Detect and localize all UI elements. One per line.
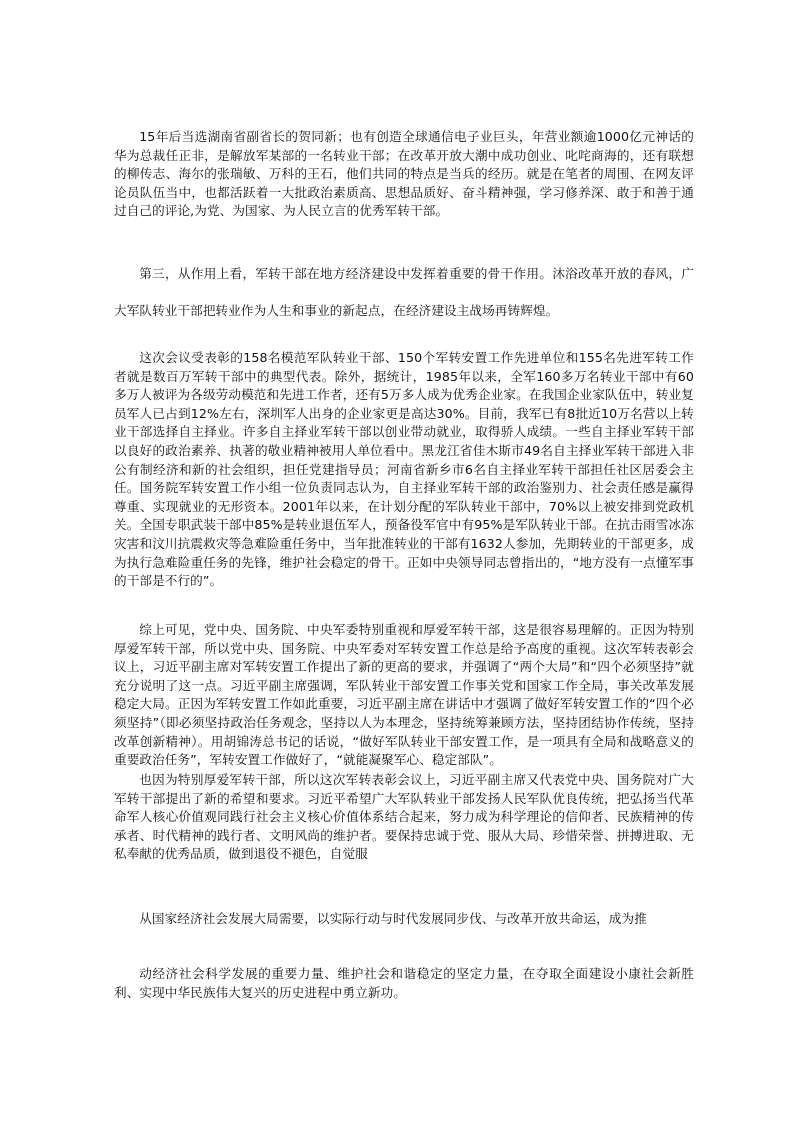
paragraph-commendation-statistics: 这次会议受表彰的158名模范军队转业干部、150个军转安置工作先进单位和155名先进军转工作者就是数百万军转干部中的典型代表。除外，据统计，1985年以来，全军160多万名转业干部中有60多万人被评为各级劳动模范和先进工作者，还有5万多人成为优秀企业家。在我国企业家队伍中，转业复员军人已占到12%左右，深圳军人出身的企业家更是高达30%。目前，我军已有8批近10万名营以上转业干部选择自主择业。许多自主择业军转干部以创业带动就业，取得骄人成绩。一些自主择业军转干部以良好的政治素养、执著的敬业精神被用人单位看中。黑龙江省佳木斯市49名自主择业军转干部进入非公有制经济和新的社会组织，担任党建指导员；河南省新乡市6名自主择业军转干部担任社区居委会主任。国务院军转安置工作小组一位负责同志认为，自主择业军转干部的政治鉴别力、社会责任感是赢得尊重、实现就业的无形资本。2001年以来，在计划分配的军队转业干部中，70%以上被安排到党政机关。全国专职武装干部中85%是转业退伍军人，预备役军官中有95%是军队转业干部。在抗击雨雪冰冻灾害和汶川抗震救灾等急难险重任务中，当年批准转业的干部有1632人参加，先期转业的干部更多，成为执行急难险重任务的先锋，维护社会稳定的骨干。正如中央领导同志曾指出的，“地方没有一点懂军事的干部是不行的”。	[114, 350, 694, 589]
paragraph-national-development: 从国家经济社会发展大局需要，以实际行动与时代发展同步伐、与改革开放共命运，成为推	[139, 911, 647, 926]
paragraph-military-entrepreneurs: 15年后当选湖南省副省长的贺同新；也有创造全球通信电子业巨头，年营业额逾1000亿元神话的华为总裁任正非，是解放军某部的一名转业干部；在改革开放大潮中成功创业、叱咤商海的，还有联想的柳传志、海尔的张瑞敏、万科的王石，他们共同的特点是当兵的经历。就是在笔者的周围、在网友评论员队伍当中，也都活跃着一大批政治素质高、思想品质好、奋斗精神强，学习修养深、敢于和善于通过自己的评论,为党、为国家、为人民立言的优秀军转干部。	[114, 129, 694, 219]
paragraph-hopes-and-requirements: 也因为特别厚爱军转干部，所以这次军转表彰会议上，习近平副主席又代表党中央、国务院对广大军转干部提出了新的希望和要求。习近平希望广大军队转业干部发扬人民军队优良传统，把弘扬当代革命军人核心价值观同践行社会主义核心价值体系结合起来，努力成为科学理论的信仰者、民族精神的传承者、时代精神的践行者、文明风尚的维护者。要保持忠诚于党、服从大局、珍惜荣誉、拼搏进取、无私奉献的优秀品质，做到退役不褪色，自觉服	[114, 772, 694, 862]
paragraph-central-attention: 综上可见，党中央、国务院、中央军委特别重视和厚爱军转干部，这是很容易理解的。正因为特别厚爱军转干部，所以党中央、国务院、中央军委对军转安置工作总是给予高度的重视。这次军转表彰会议上，习近平副主席对军转安置工作提出了新的更高的要求，并强调了“两个大局”和“四个必须坚持”就充分说明了这一点。习近平副主席强调，军队转业干部安置工作事关党和国家工作全局，事关改革发展稳定大局。正因为军转安置工作如此重要，习近平副主席在讲话中才强调了做好军转安置工作的“四个必须坚持”（即必须坚持政治任务观念，坚持以人为本理念，坚持统筹兼顾方法，坚持团结协作传统，坚持改革创新精神）。用胡锦涛总书记的话说，“做好军队转业干部安置工作，是一项具有全局和战略意义的重要政治任务”，军转安置工作做好了，“就能凝聚军心、稳定部队”。	[114, 622, 694, 768]
paragraph-third-point-economic-role: 第三，从作用上看，军转干部在地方经济建设中发挥着重要的骨干作用。沐浴改革开放的春风，广大军队转业干部把转业作为人生和事业的新起点，在经济建设主战场再铸辉煌。	[114, 266, 694, 318]
paragraph-closing: 动经济社会科学发展的重要力量、维护社会和谐稳定的坚定力量，在夺取全面建设小康社会新胜利、实现中华民族伟大复兴的历史进程中勇立新功。	[114, 966, 694, 1000]
